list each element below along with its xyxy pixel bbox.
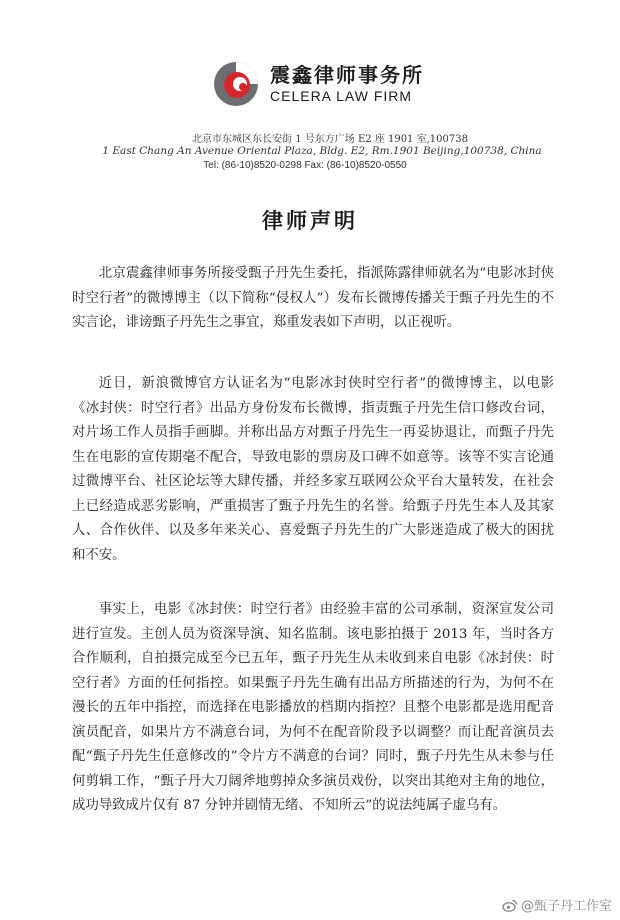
tel-fax: Tel: (86-10)8520-0298 Fax: (86-10)8520-0550 xyxy=(203,160,407,171)
address-english: 1 East Chang An Avenue Oriental Plaza, Bldg. E2, Rm.1901 Beijing,100738, China xyxy=(102,145,542,157)
firm-logo-row xyxy=(212,60,424,108)
weibo-watermark xyxy=(502,895,612,914)
firm-logo-icon xyxy=(212,60,260,108)
weibo-icon xyxy=(502,897,518,913)
watermark-text: @甄子丹工作室 xyxy=(520,899,612,914)
document-title: 律师声明 xyxy=(262,209,358,233)
address-chinese: 北京市东城区东长安街 1 号东方广场 E2 座 1901 室,100738 xyxy=(192,134,468,145)
paragraph-1: 北京震鑫律师事务所接受甄子丹先生委托，指派陈露律师就名为“电影冰封侠时空行者”的微博博主（以下简称“侵权人”）发布长微博传播关于甄子丹先生的不实言论，诽谤甄子丹先生之事宜，郑重发表如下声明，以正视听。 xyxy=(72,266,554,330)
firm-name-english: CELERA LAW FIRM xyxy=(270,88,413,104)
paragraph-3: 事实上，电影《冰封侠：时空行者》由经验丰富的公司承制，资深宣发公司进行宣发。主创人员为资深导演、知名监制。该电影拍摄于 2013 年，当时各方合作顺利，自拍摄完成至今已五年，甄子丹先生从未收到来自电影《冰封侠：时空行者》方面的任何指控。如果甄子丹先生确有出品方所描述的行为，为何不在漫长的五年中指控，而选择在电影播放的档期内指控？且整个电影都是选用配音演员配音，如果片方不满意台词，为何不在配音阶段予以调整？而让配音演员去配“甄子丹先生任意修改的”令片方不满意的台词？同时，甄子丹先生从未参与任何剪辑工作，“甄子丹大刀阔斧地剪掉众多演员戏份，以突出其绝对主角的地位，成功导致成片仅有 87 分钟并剧情无绪、不知所云”的说法纯属子虚乌有。 xyxy=(72,602,554,813)
firm-name-chinese: 震鑫律师事务所 xyxy=(270,63,424,87)
paragraph-2: 近日，新浪微博官方认证名为“电影冰封侠时空行者”的微博博主，以电影《冰封侠：时空行者》出品方身份发布长微博，指责甄子丹先生信口修改台词，对片场工作人员指手画脚。并称出品方对甄子丹先生一再妥协退让，而甄子丹先生在电影的宣传期毫不配合，导致电影的票房及口碑不如意等。该等不实言论通过微博平台、社区论坛等大肆传播，并经多家互联网公众平台大量转发，在社会上已经造成恶劣影响，严重损害了甄子丹先生的名誉。给甄子丹先生本人及其家人、合作伙伴、以及多年来关心、喜爱甄子丹先生的广大影迷造成了极大的困扰和不安。 xyxy=(72,376,554,563)
